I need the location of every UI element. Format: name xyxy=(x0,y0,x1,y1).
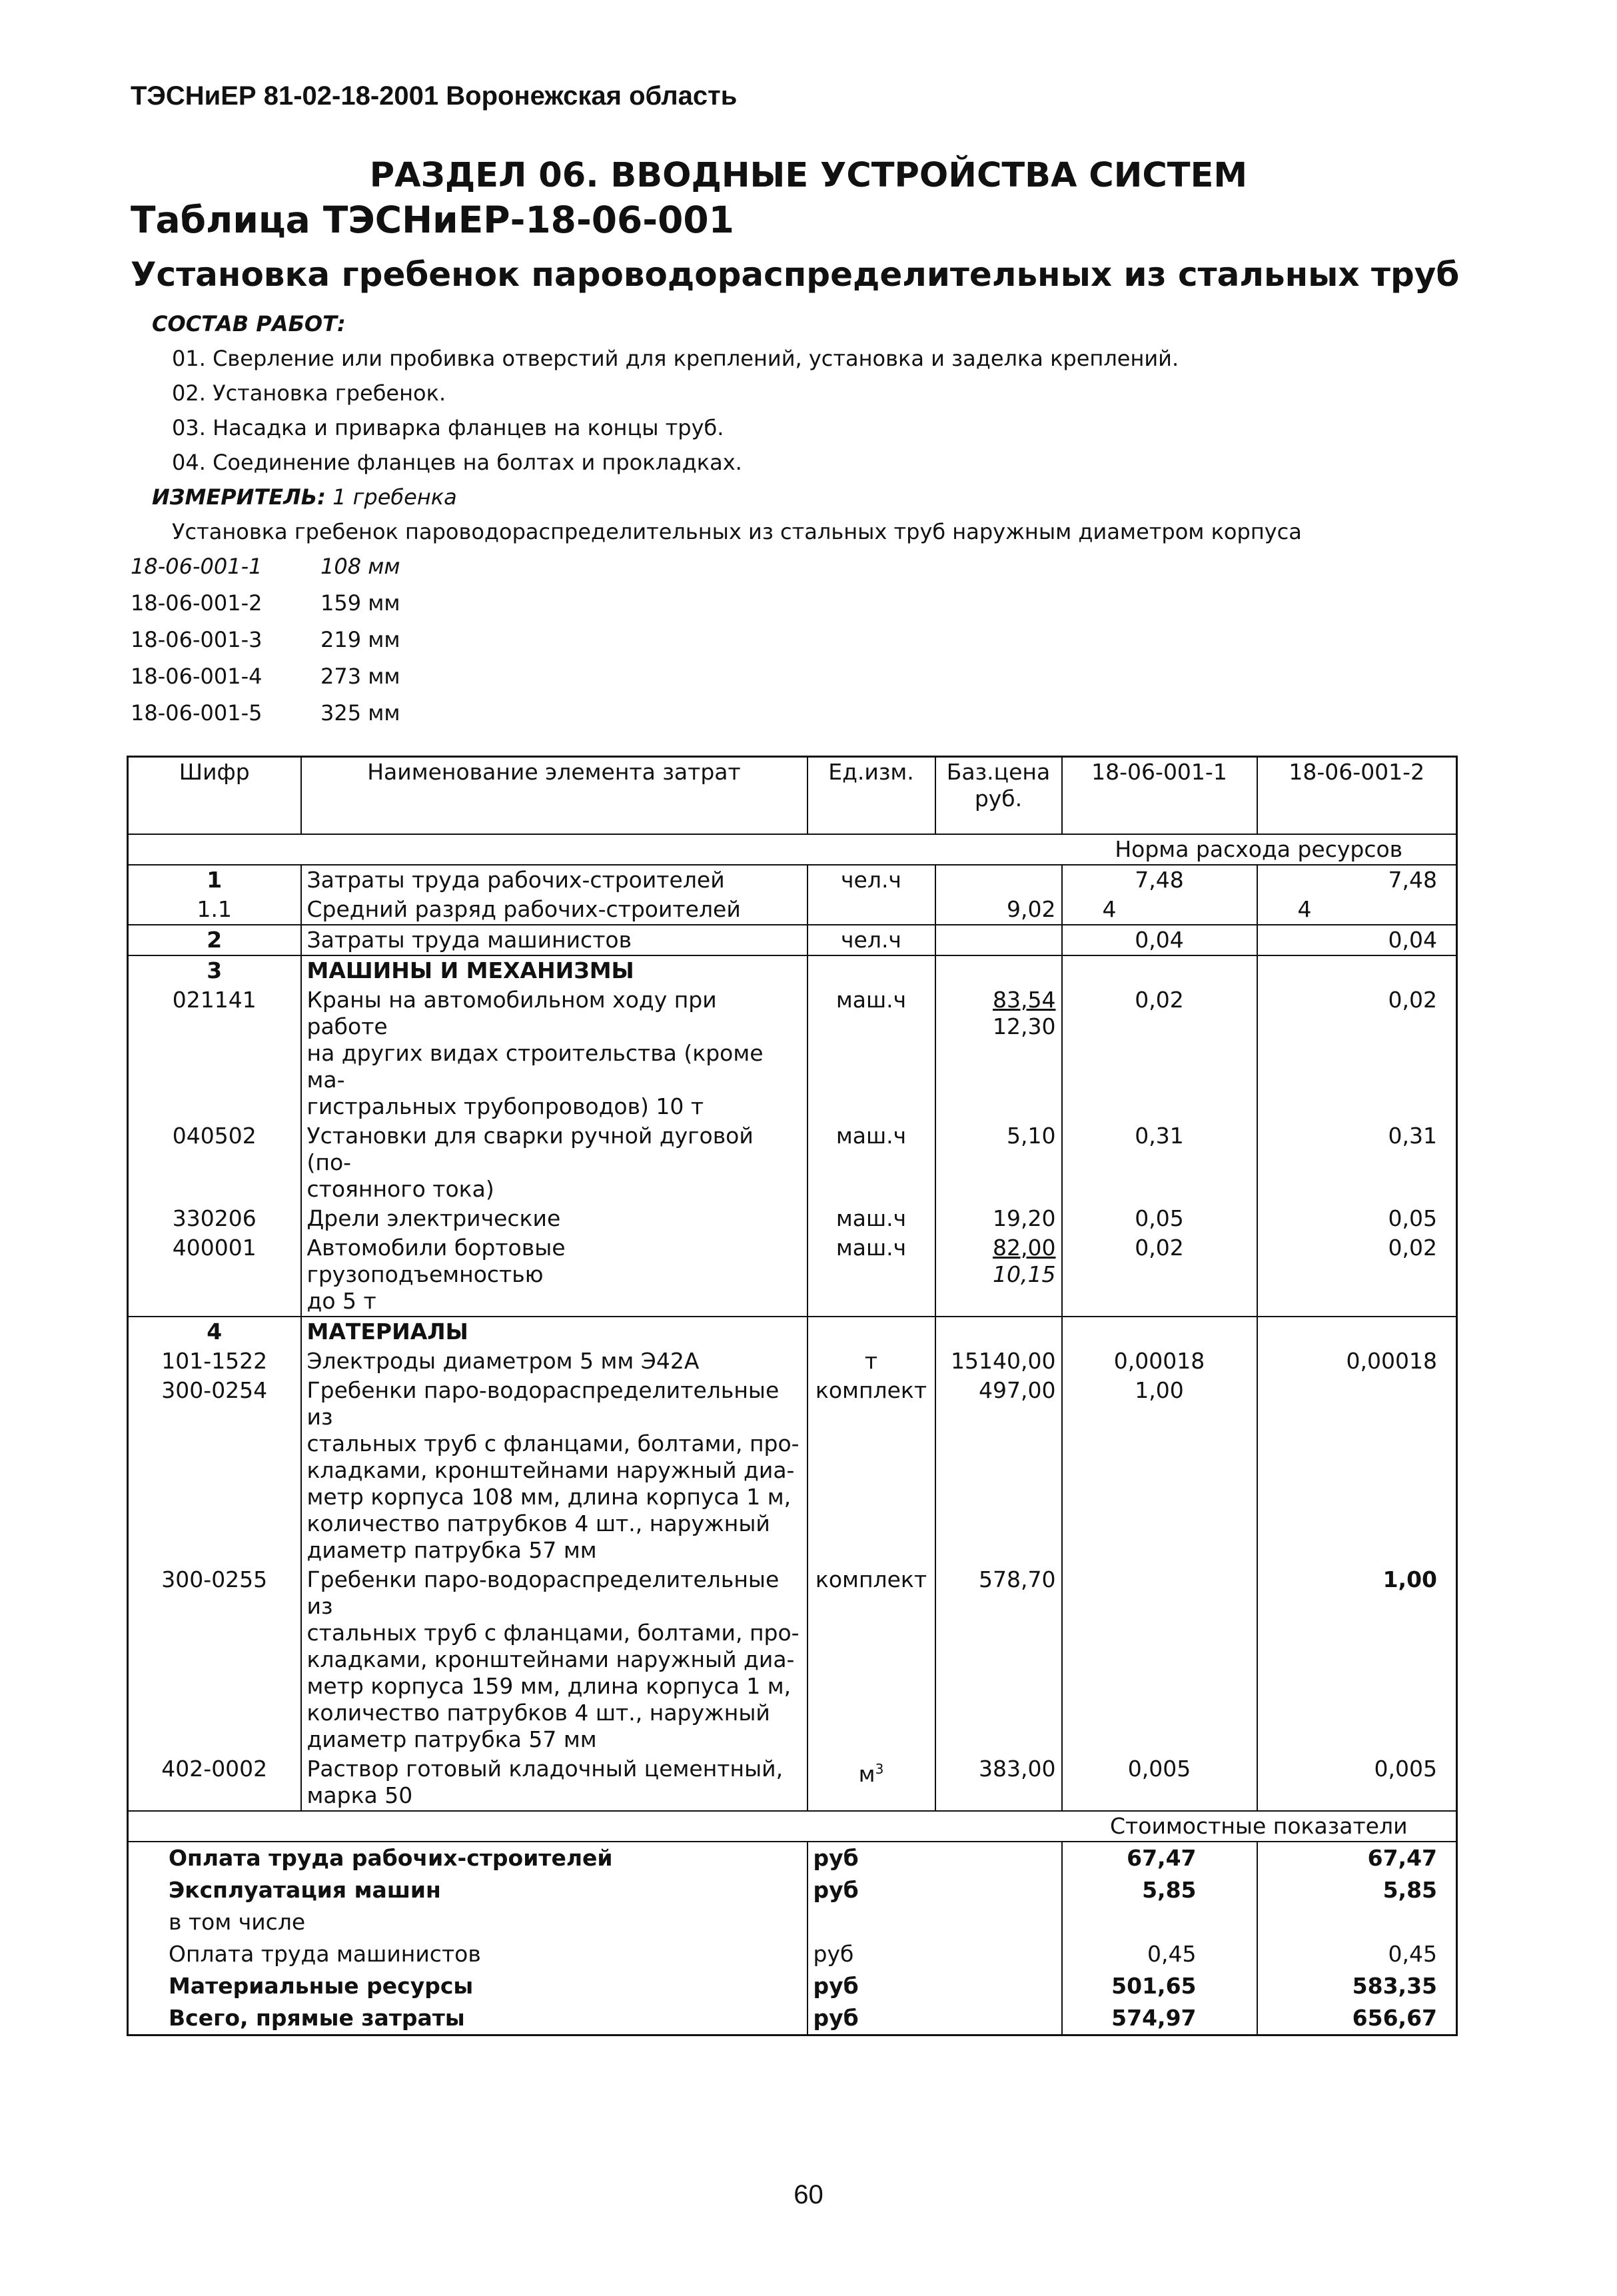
work-item: 01. Сверление или пробивка отверстий для креплений, установка и заделка креплений. xyxy=(172,346,1179,371)
header-name: Наименование элемента затрат xyxy=(301,757,808,835)
section-row-materials: 4 МАТЕРИАЛЫ xyxy=(128,1317,1457,1347)
main-title: Установка гребенок пароводораспределительных из стальных труб xyxy=(131,255,1460,294)
table-row: 402-0002 Раствор готовый кладочный цементный, марка 50 $м^3$ 383,00 0,005 0,005 xyxy=(128,1754,1457,1811)
variant-item xyxy=(131,627,477,652)
variant-size: 159 мм xyxy=(320,590,400,616)
table-title: Таблица ТЭСНиЕР-18-06-001 xyxy=(131,199,734,241)
cost-row: Оплата труда машинистов руб 0,45 0,45 xyxy=(128,1938,1457,1970)
table-header-row xyxy=(128,757,1457,835)
header-price: Баз.цена руб. xyxy=(935,757,1062,835)
page-number: 60 xyxy=(794,2180,823,2209)
norm-caption: Норма расхода ресурсов xyxy=(1115,836,1403,862)
variant-code: 18-06-001-1 xyxy=(131,554,263,579)
section-row-machines: 3 МАШИНЫ И МЕХАНИЗМЫ xyxy=(128,955,1457,985)
works-heading: СОСТАВ РАБОТ: xyxy=(152,311,346,336)
variant-code: 18-06-001-2 xyxy=(131,590,263,616)
variant-code: 18-06-001-4 xyxy=(131,664,263,689)
variant-item xyxy=(131,590,477,616)
cost-row: Оплата труда рабочих-строителей руб 67,47 67,47 xyxy=(128,1842,1457,1874)
variants-subtitle: Установка гребенок пароводораспределительных из стальных труб наружным диаметром корпуса xyxy=(172,519,1302,544)
cost-row: в том числе xyxy=(128,1906,1457,1938)
meter-line xyxy=(152,484,457,510)
cost-caption-row xyxy=(128,1811,1457,1842)
meter-value: 1 гребенка xyxy=(332,484,457,510)
cost-caption: Стоимостные показатели xyxy=(1062,1811,1457,1842)
work-item: 02. Установка гребенок. xyxy=(172,380,446,406)
cost-row: Эксплуатация машин руб 5,85 5,85 xyxy=(128,1874,1457,1906)
variant-size: 108 мм xyxy=(320,554,400,579)
variant-item xyxy=(131,664,477,689)
table-row: 2 Затраты труда машинистов чел.ч 0,04 0,04 xyxy=(128,925,1457,955)
resource-table xyxy=(127,756,1458,2036)
table-row: 021141 Краны на автомобильном ходу при работе на других видах строительства (кроме ма- гистральных трубопроводов) 10 т маш.ч 83,54 12,30 0,02 0,02 xyxy=(128,985,1457,1121)
table-row: 1 Затраты труда рабочих-строителей чел.ч 7,48 7,48 xyxy=(128,865,1457,895)
variant-item xyxy=(131,700,477,726)
meter-label: ИЗМЕРИТЕЛЬ: xyxy=(152,484,326,510)
variant-size: 325 мм xyxy=(320,700,400,726)
work-item: 04. Соединение фланцев на болтах и прокладках. xyxy=(172,450,742,475)
header-unit: Ед.изм. xyxy=(808,757,935,835)
variant-code: 18-06-001-5 xyxy=(131,700,263,726)
table-row: 400001 Автомобили бортовые грузоподъемностью до 5 т маш.ч 82,00 10,15 0,02 0,02 xyxy=(128,1233,1457,1317)
variant-size: 273 мм xyxy=(320,664,400,689)
document-header: ТЭСНиЕР 81-02-18-2001 Воронежская область xyxy=(131,81,738,111)
variant-item xyxy=(131,554,477,579)
table-row: 040502 Установки для сварки ручной дуговой (по- стоянного тока) маш.ч 5,10 0,31 0,31 xyxy=(128,1121,1457,1204)
table-row: 300-0255 Гребенки паро-водораспределительные из стальных труб с фланцами, болтами, про- кладками, кронштейнами наружный диа- метр корпуса 159 мм, длина корпуса 1 м, количество патрубков 4 шт., наружный диаметр патрубка 57 мм комплект 578,70 1,00 xyxy=(128,1565,1457,1754)
table-row: 1.1 Средний разряд рабочих-строителей 9,02 4 4 xyxy=(128,895,1457,925)
variant-size: 219 мм xyxy=(320,627,400,652)
cost-row-total: Всего, прямые затраты руб 574,97 656,67 xyxy=(128,2002,1457,2035)
section-title: РАЗДЕЛ 06. ВВОДНЫЕ УСТРОЙСТВА СИСТЕМ xyxy=(369,156,1248,195)
norm-caption-row xyxy=(128,834,1457,865)
header-code: Шифр xyxy=(128,757,301,835)
header-variant-2: 18-06-001-2 xyxy=(1257,757,1457,835)
table-row: 330206 Дрели электрические маш.ч 19,20 0,05 0,05 xyxy=(128,1204,1457,1233)
cost-row: Материальные ресурсы руб 501,65 583,35 xyxy=(128,1970,1457,2002)
table-row: 300-0254 Гребенки паро-водораспределительные из стальных труб с фланцами, болтами, про- кладками, кронштейнами наружный диа- метр корпуса 108 мм, длина корпуса 1 м, количество патрубков 4 шт., наружный диаметр патрубка 57 мм комплект 497,00 1,00 xyxy=(128,1376,1457,1565)
variant-code: 18-06-001-3 xyxy=(131,627,263,652)
table-row: 101-1522 Электроды диаметром 5 мм Э42А т 15140,00 0,00018 0,00018 xyxy=(128,1347,1457,1376)
header-variant-1: 18-06-001-1 xyxy=(1062,757,1257,835)
work-item: 03. Насадка и приварка фланцев на концы труб. xyxy=(172,415,724,440)
